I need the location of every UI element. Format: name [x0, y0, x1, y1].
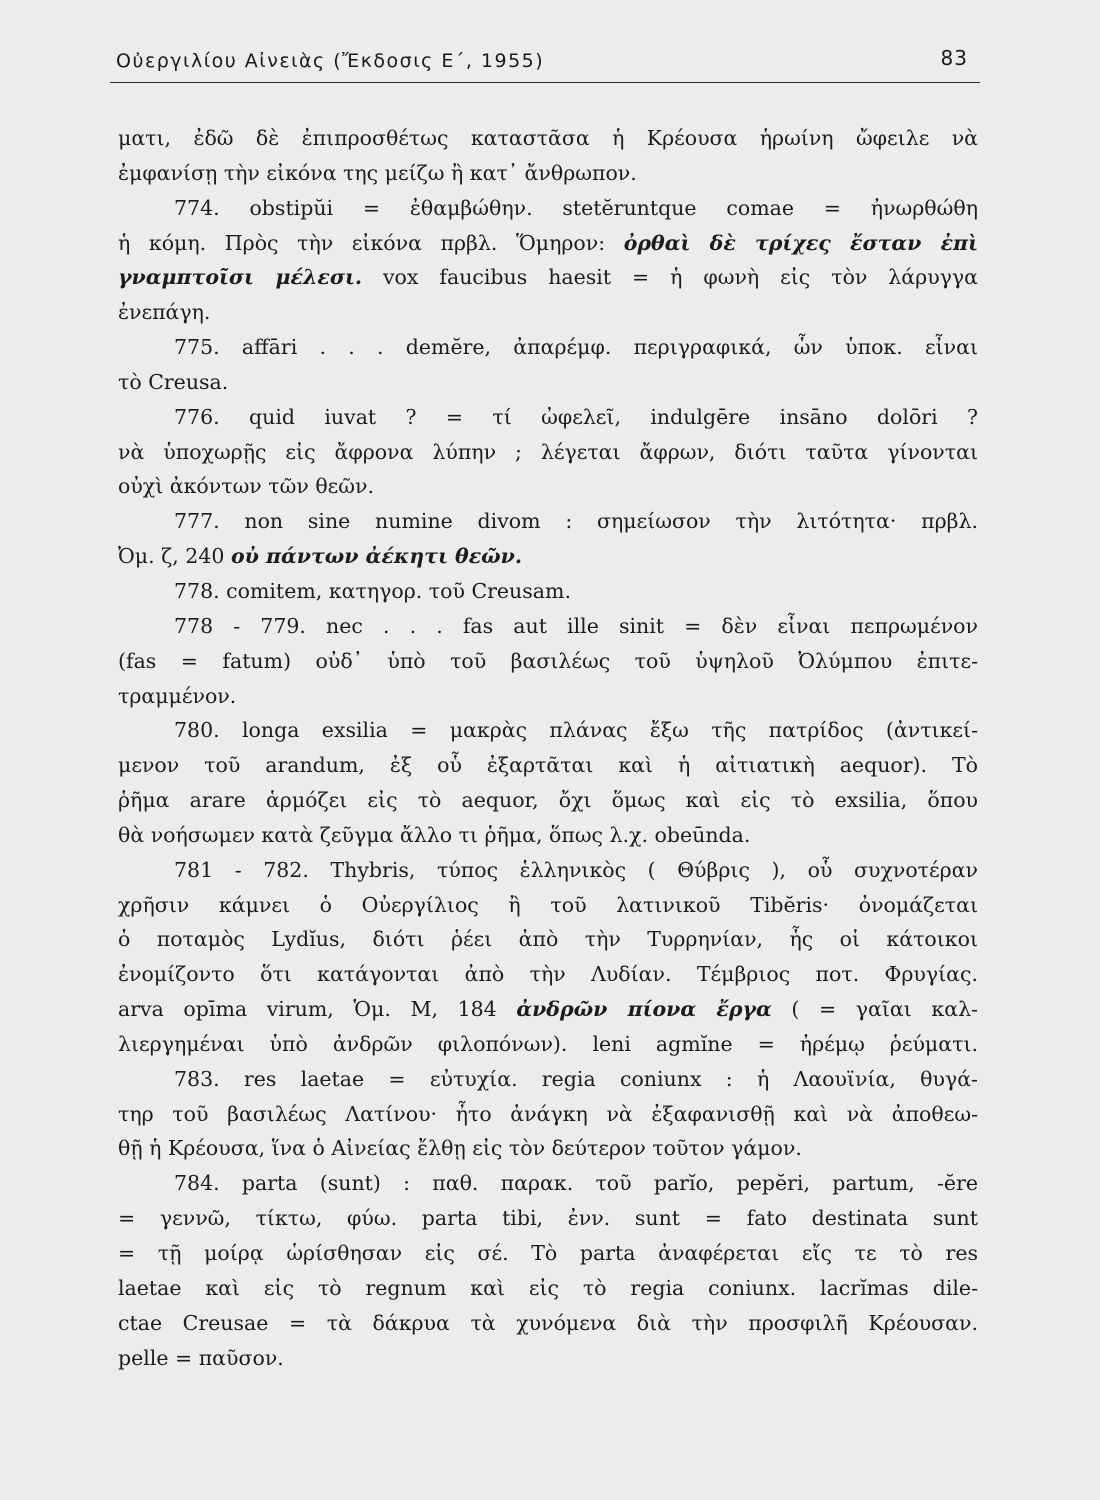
- text-line: = γεννῶ, τίκτω, φύω. parta tibi, ἐνν. sunt = fato destinata sunt: [118, 1206, 978, 1231]
- text-line: θῇ ἡ Κρέουσα, ἵνα ὁ Αἰνείας ἔλθῃ εἰς τὸν δεύτερον τοῦτον γάμον.: [118, 1136, 802, 1161]
- text-line: pelle = παῦσον.: [118, 1345, 284, 1370]
- text-line: 778. comitem, κατηγορ. τοῦ Creusam.: [174, 578, 571, 603]
- text-line: χρῆσιν κάμνει ὁ Οὐεργίλιος ἢ τοῦ λατινικοῦ Tibĕris· ὀνομάζεται: [118, 892, 978, 917]
- text-line: ὁ ποταμὸς Lydĭus, διότι ῥέει ἀπὸ τὴν Τυρρηνίαν, ἧς οἱ κάτοικοι: [118, 927, 978, 952]
- text-line: ἐμφανίσῃ τὴν εἰκόνα της μείζω ἢ κατ᾿ ἄνθρωπον.: [118, 160, 637, 185]
- text-line: τηρ τοῦ βασιλέως Λατίνου· ἦτο ἀνάγκη νὰ ἐξαφανισθῇ καὶ νὰ ἀποθεω-: [118, 1101, 978, 1126]
- text-line: ἐνεπάγη.: [118, 300, 211, 325]
- text-line: λιεργημέναι ὑπὸ ἀνδρῶν φιλοπόνων). leni agmĭne = ἠρέμῳ ῥεύματι.: [118, 1031, 978, 1056]
- text-line: 776. quid iuvat ? = τί ὠφελεῖ, indulgēre insāno dolōri ?: [174, 404, 978, 429]
- homeric-quote: οὐ πάντων ἀέκητι θεῶν.: [230, 544, 523, 569]
- running-header: [110, 42, 980, 82]
- homeric-quote: γναμπτοῖσι μέλεσι.: [118, 265, 363, 290]
- text-line: 784. parta (sunt) : παθ. παρακ. τοῦ parĭo, pepĕri, partum, -ĕre: [174, 1171, 978, 1196]
- text-line: (fas = fatum) οὐδ᾿ ὑπὸ τοῦ βασιλέως τοῦ ὑψηλοῦ Ὀλύμπου ἐπιτε-: [118, 648, 978, 673]
- header-rule: [110, 82, 980, 83]
- commentary-text: [118, 121, 978, 1375]
- text-line: Ὀμ. ζ, 240 οὐ πάντων ἀέκητι θεῶν.: [118, 544, 523, 569]
- text-line: 778 - 779. nec . . . fas aut ille sinit = δὲν εἶναι πεπρωμένον: [174, 613, 978, 638]
- text-line: θὰ νοήσωμεν κατὰ ζεῦγμα ἄλλο τι ῥῆμα, ὅπως λ.χ. obeūnda.: [118, 822, 751, 847]
- text-line: ἡ κόμη. Πρὸς τὴν εἰκόνα πρβλ. Ὅμηρον: ὀρθαὶ δὲ τρίχες ἔσταν ἐπὶ: [118, 230, 978, 255]
- text-line: arva opīma virum, Ὁμ. Μ, 184 ἀνδρῶν πίονα ἔργα ( = γαῖαι καλ-: [118, 997, 978, 1022]
- text-line: laetae καὶ εἰς τὸ regnum καὶ εἰς τὸ regia coniunx. lacrĭmas dile-: [118, 1275, 978, 1300]
- homeric-quote: ἀνδρῶν πίονα ἔργα: [516, 997, 772, 1022]
- text-line: 777. non sine numine divom : σημείωσον τὴν λιτότητα· πρβλ.: [174, 509, 978, 534]
- text-line: 783. res laetae = εὐτυχία. regia coniunx : ἡ Λαουϊνία, θυγά-: [174, 1066, 978, 1091]
- text-line: 780. longa exsilia = μακρὰς πλάνας ἔξω τῆς πατρίδος (ἀντικεί-: [174, 718, 978, 743]
- running-title: Οὐεργιλίου Αἰνειὰς (Ἔκδοσις Ε΄, 1955): [116, 50, 545, 72]
- text-line: 775. affāri . . . demĕre, ἀπαρέμφ. περιγραφικά, ὧν ὑποκ. εἶναι: [174, 335, 978, 360]
- text-line: 781 - 782. Thybris, τύπος ἑλληνικὸς ( Θύβρις ), οὗ συχνοτέραν: [174, 857, 978, 882]
- text-line: οὐχὶ ἀκόντων τῶν θεῶν.: [118, 474, 374, 499]
- text-line: ἐνομίζοντο ὅτι κατάγονται ἀπὸ τὴν Λυδίαν. Τέμβριος ποτ. Φρυγίας.: [118, 962, 978, 987]
- text-line: τὸ Creusa.: [118, 369, 229, 394]
- text-line: νὰ ὑποχωρῇς εἰς ἄφρονα λύπην ; λέγεται ἄφρων, διότι ταῦτα γίνονται: [118, 439, 978, 464]
- text-line: 774. obstipŭi = ἐθαμβώθην. stetĕruntque comae = ἠνωρθώθη: [174, 195, 978, 220]
- homeric-quote: ὀρθαὶ δὲ τρίχες ἔσταν ἐπὶ: [623, 230, 978, 255]
- text-line: γναμπτοῖσι μέλεσι. vox faucibus haesit = ἡ φωνὴ εἰς τὸν λάρυγγα: [118, 265, 979, 290]
- text-line: ctae Creusae = τὰ δάκρυα τὰ χυνόμενα διὰ τὴν προσφιλῆ Κρέουσαν.: [118, 1310, 978, 1335]
- text-line: ματι, ἐδῶ δὲ ἐπιπροσθέτως καταστᾶσα ἡ Κρέουσα ἡρωίνη ὤφειλε νὰ: [118, 126, 978, 150]
- text-line: τραμμένον.: [118, 683, 237, 708]
- text-line: μενον τοῦ arandum, ἐξ οὗ ἐξαρτᾶται καὶ ἡ αἰτιατικὴ aequor). Τὸ: [118, 753, 978, 778]
- page-number: 83: [940, 46, 968, 70]
- text-line: = τῇ μοίρᾳ ὡρίσθησαν εἰς σέ. Τὸ parta ἀναφέρεται εἴς τε τὸ res: [118, 1241, 978, 1265]
- text-line: ῥῆμα arare ἁρμόζει εἰς τὸ aequor, ὄχι ὅμως καὶ εἰς τὸ exsilia, ὅπου: [118, 788, 978, 813]
